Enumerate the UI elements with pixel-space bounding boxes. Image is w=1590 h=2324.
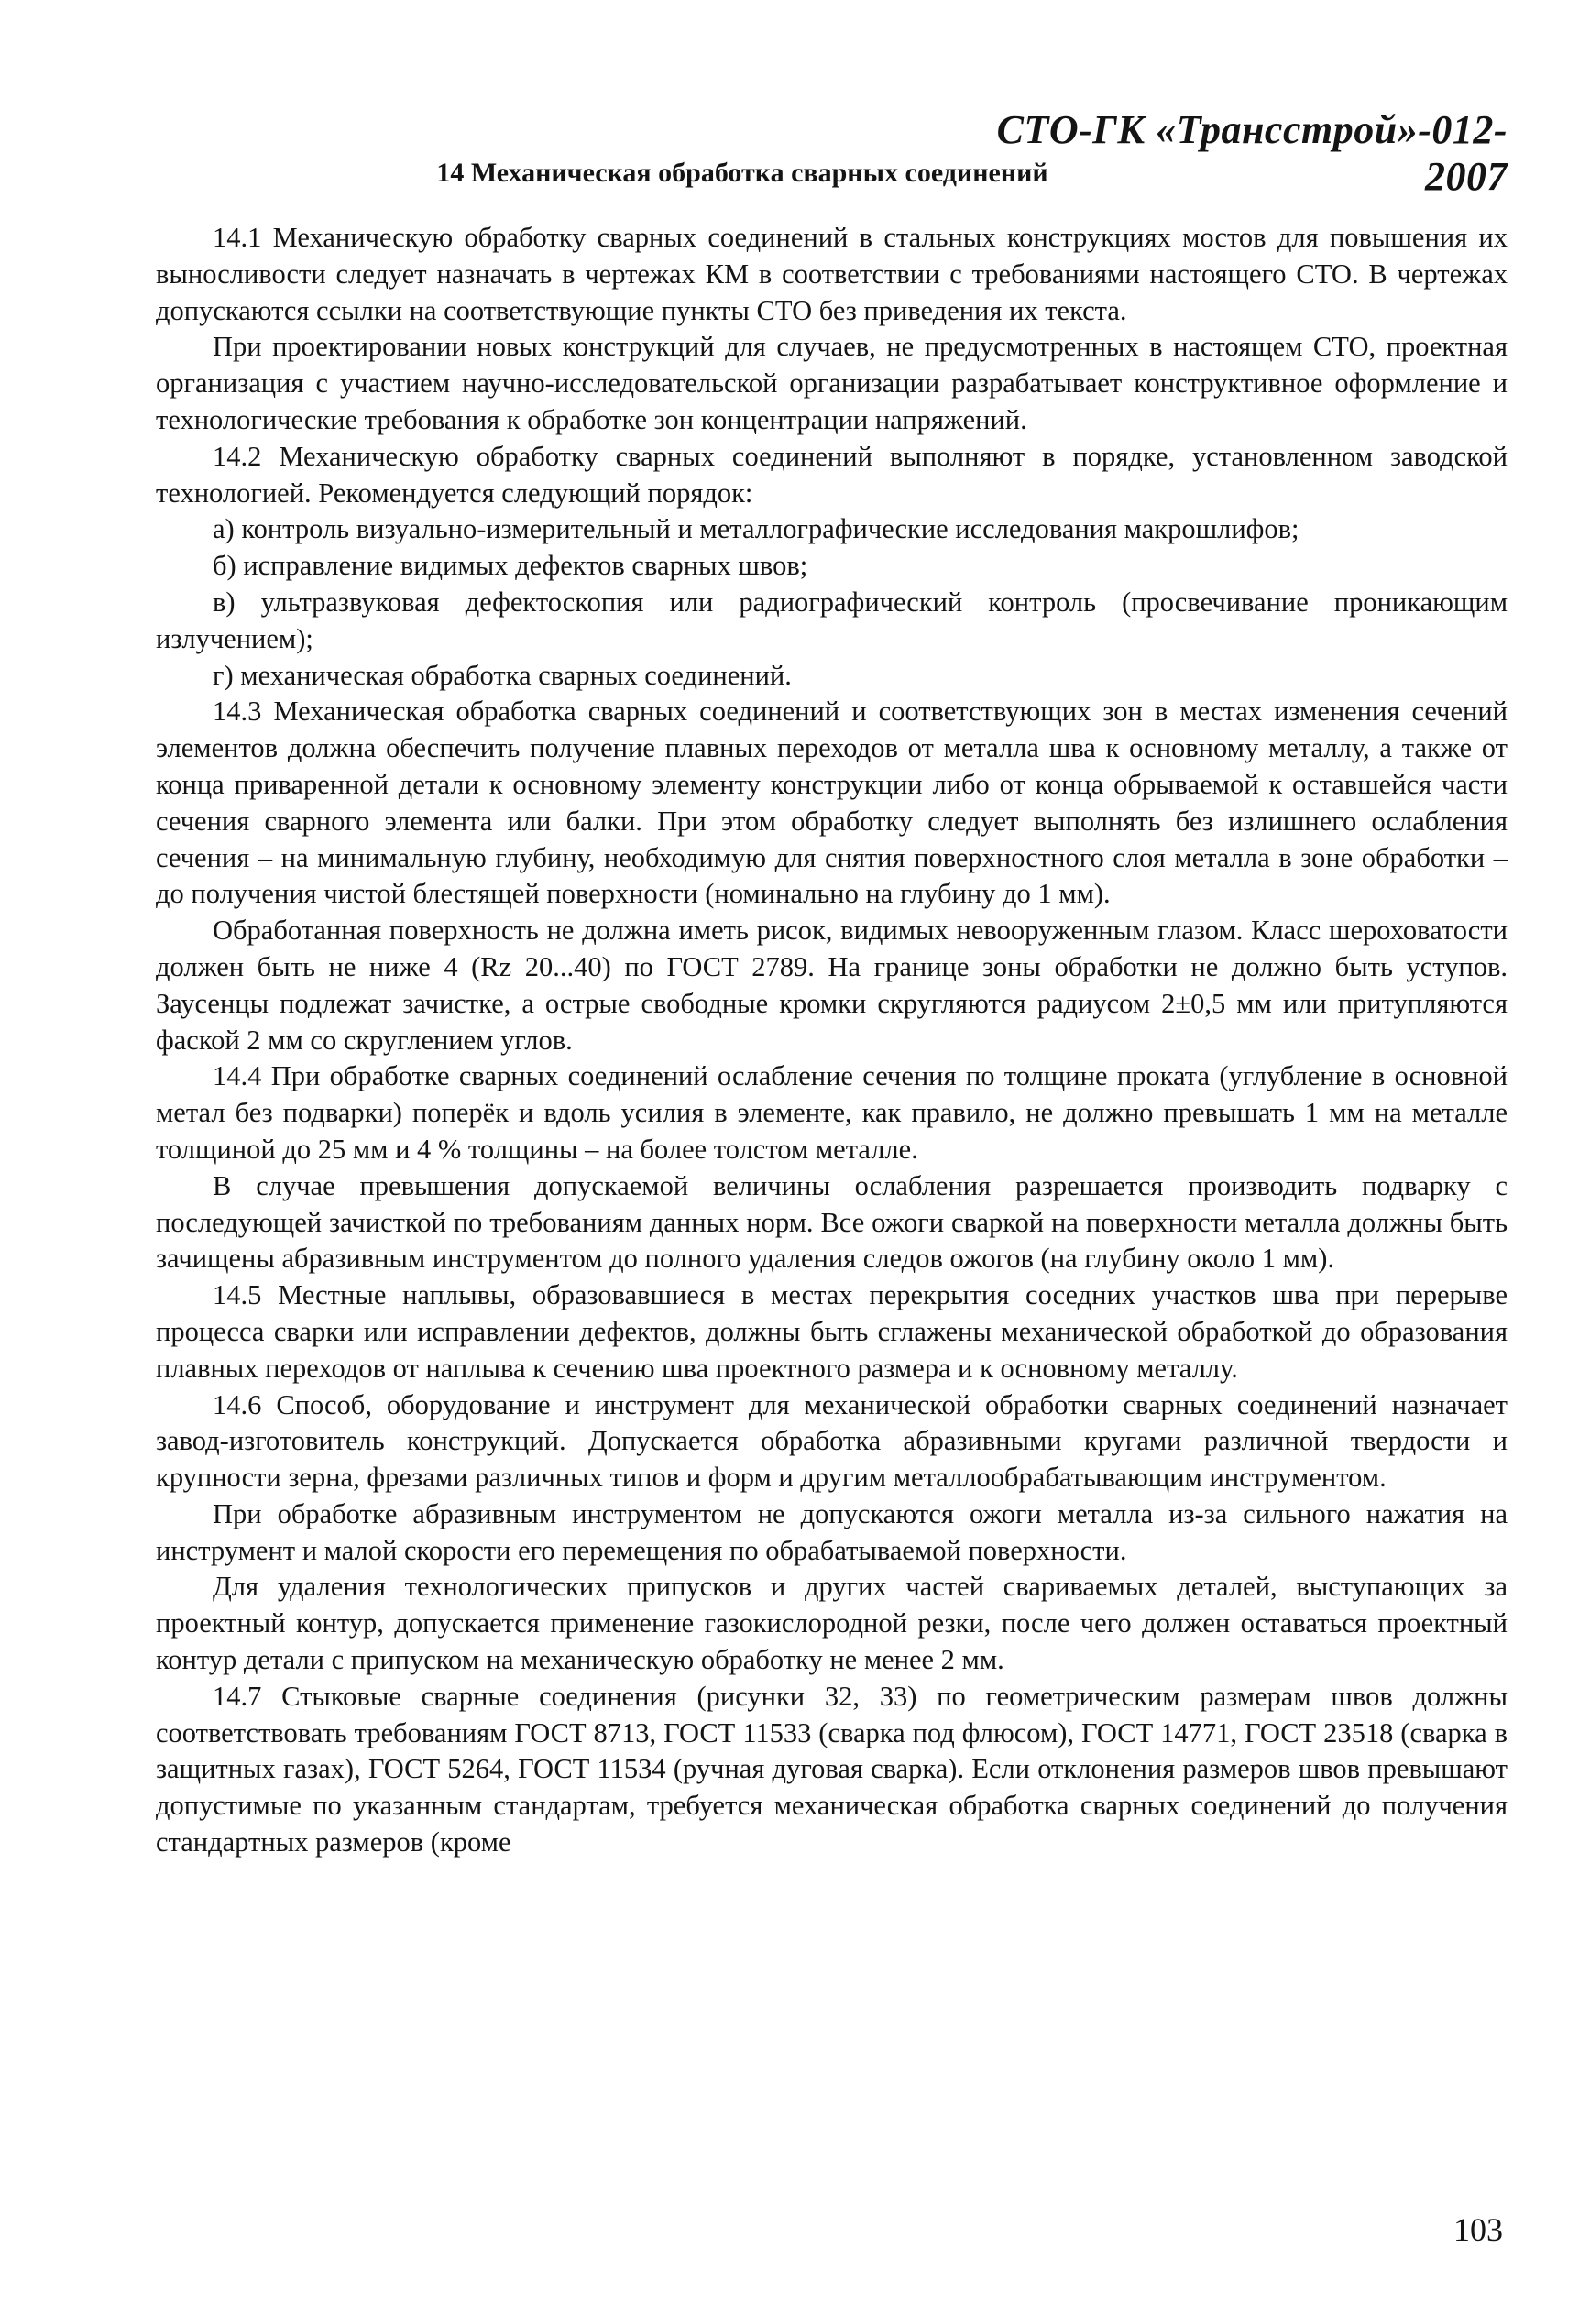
list-item-a: а) контроль визуально-измерительный и металлографические исследования макрошлифов; (213, 513, 1299, 545)
page-number: 103 (1453, 2211, 1503, 2248)
paragraph-weakening-excess: В случае превышения допускаемой величины ослабления разрешается производить подварку с последующей зачисткой по требованиям данных норм. Все ожоги сваркой на поверхности металла должны быть зачищены абразивным инструментом до полного удаления следов ожогов (на глубину около 1 мм). (156, 1169, 1508, 1275)
body-text (156, 220, 1508, 1861)
paragraph-14-2: 14.2 Механическую обработку сварных соединений выполняют в порядке, установленном заводской технологией. Рекомендуется следующий порядок: (156, 440, 1508, 509)
paragraph-14-5: 14.5 Местные наплывы, образовавшиеся в местах перекрытия соседних участков шва при перерыве процесса сварки или исправлении дефектов, должны быть сглажены механической обработкой до образования плавных переходов от наплыва к сечению шва проектного размера и к основному металлу. (156, 1279, 1508, 1384)
list-item-v: в) ультразвуковая дефектоскопия или радиографический контроль (просвечивание проникающим излучением); (156, 586, 1508, 654)
list-item-b: б) исправление видимых дефектов сварных швов; (213, 550, 808, 582)
paragraph-14-4: 14.4 При обработке сварных соединений ослабление сечения по толщине проката (углубление в основной метал без подварки) поперёк и вдоль усилия в элементе, как правило, не должно превышать 1 мм на металле толщиной до 25 мм и 4 % толщины – на более толстом металле. (156, 1060, 1508, 1165)
paragraph-14-6: 14.6 Способ, оборудование и инструмент для механической обработки сварных соединений назначает завод-изготовитель конструкций. Допускается обработка абразивными кругами различной твердости и крупности зерна, фрезами различных типов и форм и другим металлообрабатывающим инструментом. (156, 1388, 1508, 1494)
paragraph-14-3: 14.3 Механическая обработка сварных соединений и соответствующих зон в местах изменения сечений элементов должна обеспечить получение плавных переходов от металла шва к основному металлу, а также от конца приваренной детали к основному элементу конструкции либо от конца обрываемой к оставшейся части сечения сварного элемента или балки. При этом обработку следует выполнять без излишнего ослабления сечения – на минимальную глубину, необходимую для снятия поверхностного слоя металла в зоне обработки – до получения чистой блестящей поверхности (номинально на глубину до 1 мм). (156, 696, 1508, 910)
paragraph-14-7: 14.7 Стыковые сварные соединения (рисунки 32, 33) по геометрическим размерам швов должны соответствовать требованиям ГОСТ 8713, ГОСТ 11533 (сварка под флюсом), ГОСТ 14771, ГОСТ 23518 (сварка в защитных газах), ГОСТ 5264, ГОСТ 11534 (ручная дуговая сварка). Если отклонения размеров швов превышают допустимые по указанным стандартам, требуется механическая обработка сварных соединений до получения стандартных размеров (кроме (156, 1680, 1508, 1858)
paragraph-surface-roughness: Обработанная поверхность не должна иметь рисок, видимых невооруженным глазом. Класс шероховатости должен быть не ниже 4 (Rz 20...40) по ГОСТ 2789. На границе зоны обработки не должно быть уступов. Заусенцы подлежат зачистке, а острые свободные кромки скругляются радиусом 2±0,5 мм или притупляются фаской 2 мм со скруглением углов. (156, 915, 1508, 1056)
document-code: СТО-ГК «Трансстрой»-012-2007 (996, 107, 1508, 199)
section-title: 14 Механическая обработка сварных соединений (436, 158, 1048, 188)
paragraph-gas-cutting: Для удаления технологических припусков и других частей свариваемых деталей, выступающих за проектный контур, допускается применение газокислородной резки, после чего должен оставаться проектный контур детали с припуском на механическую обработку не менее 2 мм. (156, 1571, 1508, 1676)
paragraph-abrasive-burns: При обработке абразивным инструментом не допускаются ожоги металла из-за сильного нажатия на инструмент и малой скорости его перемещения по обрабатываемой поверхности. (156, 1497, 1508, 1566)
paragraph-new-designs: При проектировании новых конструкций для случаев, не предусмотренных в настоящем СТО, проектная организация с участием научно-исследовательской организации разрабатывает конструктивное оформление и технологические требования к обработке зон концентрации напряжений. (156, 331, 1508, 435)
paragraph-14-1: 14.1 Механическую обработку сварных соединений в стальных конструкциях мостов для повышения их выносливости следует назначать в чертежах КМ в соответствии с требованиями настоящего СТО. В чертежах допускаются ссылки на соответствующие пункты СТО без приведения их текста. (156, 222, 1508, 326)
list-item-g: г) механическая обработка сварных соединений. (213, 659, 792, 691)
